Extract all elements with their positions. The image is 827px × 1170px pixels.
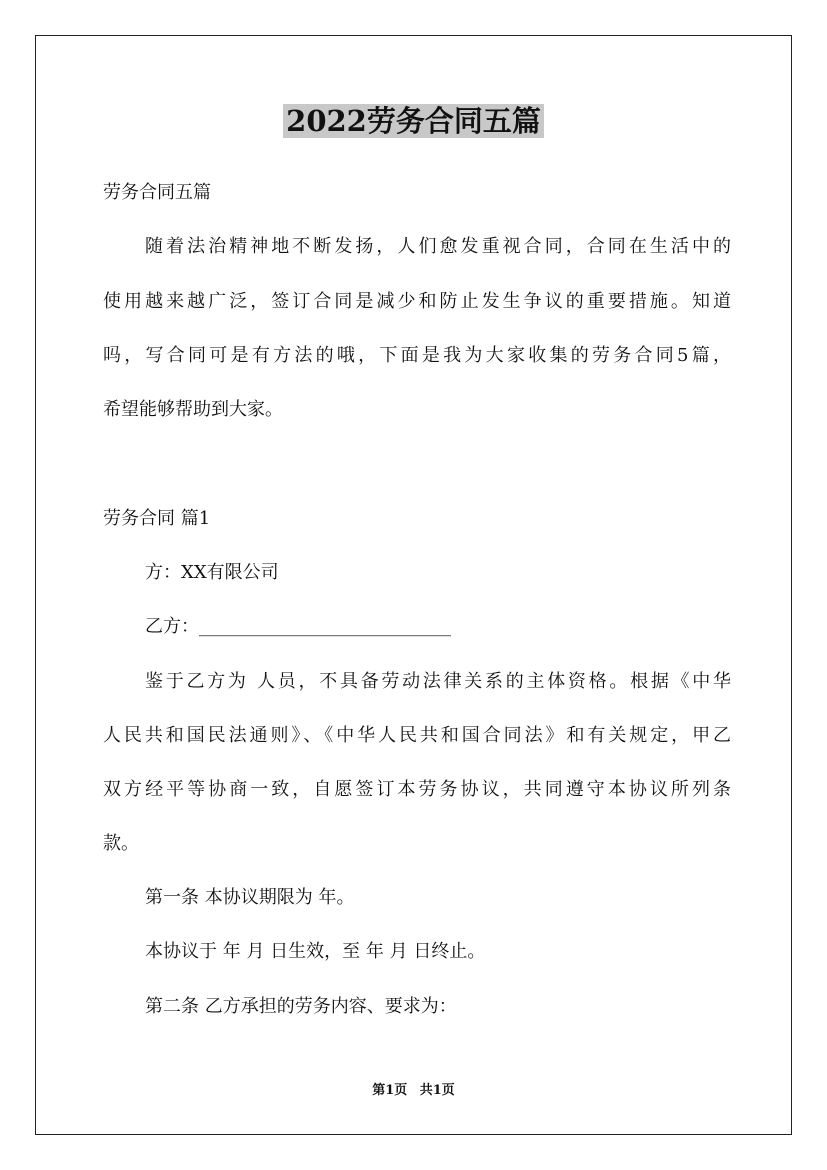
page-total: 共1页 xyxy=(419,1083,455,1098)
body-line-4: 款。 xyxy=(103,833,139,854)
section-heading: 劳务合同 篇1 xyxy=(103,508,211,529)
document-title-text: 2022劳务合同五篇 xyxy=(283,104,544,138)
page-number: 第1页 xyxy=(372,1083,408,1098)
document-title xyxy=(0,100,827,142)
intro-line-3: 吗，写合同可是有方法的哦，下面是我为大家收集的劳务合同5篇， xyxy=(103,345,731,366)
subtitle: 劳务合同五篇 xyxy=(103,182,211,203)
effective-dates: 本协议于 年 月 日生效，至 年 月 日终止。 xyxy=(145,941,486,962)
article-2: 第二条 乙方承担的劳务内容、要求为： xyxy=(145,996,457,1017)
body-line-1: 鉴于乙方为 人员，不具备劳动法律关系的主体资格。根据《中华 xyxy=(145,671,731,692)
body-line-2: 人民共和国民法通则》、《中华人民共和国合同法》和有关规定，甲乙 xyxy=(103,725,731,746)
article-1: 第一条 本协议期限为 年。 xyxy=(145,887,355,908)
party-b: 乙方：____________________________ xyxy=(145,616,451,637)
intro-line-4: 希望能够帮助到大家。 xyxy=(103,399,283,420)
intro-line-2: 使用越来越广泛，签订合同是减少和防止发生争议的重要措施。知道 xyxy=(103,291,731,312)
party-a: 方：XX有限公司 xyxy=(145,562,279,583)
page-footer xyxy=(0,1082,827,1100)
intro-line-1: 随着法治精神地不断发扬，人们愈发重视合同，合同在生活中的 xyxy=(145,236,731,257)
body-line-3: 双方经平等协商一致，自愿签订本劳务协议，共同遵守本协议所列条 xyxy=(103,779,731,800)
